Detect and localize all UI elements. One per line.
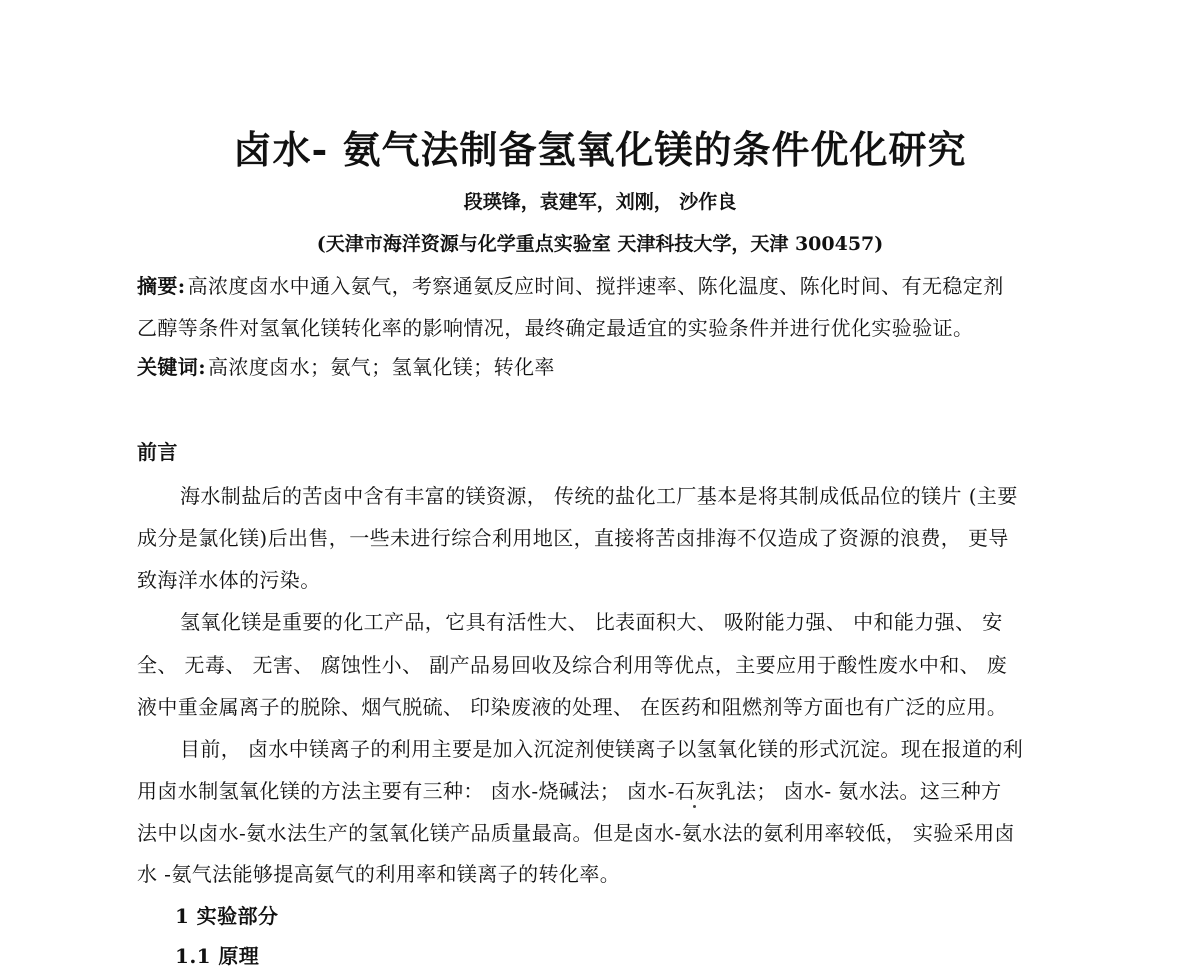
paragraph-line: 海水制盐后的苦卤中含有丰富的镁资源， 传统的盐化工厂基本是将其制成低品位的镁片 (主要 [180, 483, 1018, 508]
keywords [137, 345, 1053, 385]
keywords-label: 关键词: [137, 354, 206, 379]
paragraph-line: 致海洋水体的污染。 [137, 567, 321, 592]
paragraph-line: 用卤水制氢氧化镁的方法主要有三种： 卤水-烧碱法； 卤水-石灰乳法； 卤水- 氨水法。这三种方 [137, 778, 1002, 803]
paragraph-line: 全、 无毒、 无害、 腐蚀性小、 副产品易回收及综合利用等优点，主要应用于酸性废水中和、 废 [137, 652, 1008, 677]
paragraph-line: 水 -氨气法能够提高氨气的利用率和镁离子的转化率。 [137, 861, 621, 886]
authors: 段瑛锋，袁建军，刘刚， 沙作良 [463, 190, 737, 213]
paragraph-line: 成分是氯化镁)后出售，一些未进行综合利用地区，直接将苦卤排海不仅造成了资源的浪费， 更导 [137, 525, 1009, 550]
paragraph-line: 液中重金属离子的脱除、烟气脱硫、 印染废液的处理、 在医药和阻燃剂等方面也有广泛的应用。 [137, 694, 1008, 719]
abstract-line-2: 乙醇等条件对氢氧化镁转化率的影响情况，最终确定最适宜的实验条件并进行优化实验验证。 [137, 315, 974, 340]
section-heading-1: 1 实验部分 [175, 903, 279, 928]
affiliation: (天津市海洋资源与化学重点实验室 天津科技大学，天津 300457) [316, 232, 884, 255]
paragraph-line: 氢氧化镁是重要的化工产品，它具有活性大、 比表面积大、 吸附能力强、 中和能力强、 安 [180, 609, 1003, 634]
page-title: 卤水- 氨气法制备氢氧化镁的条件优化研究 [233, 126, 967, 172]
intro-heading: 前言 [137, 439, 178, 464]
paragraph-line: 目前， 卤水中镁离子的利用主要是加入沉淀剂使镁离子以氢氧化镁的形式沉淀。现在报道的利 [180, 736, 1024, 761]
paragraph-line: 法中以卤水-氨水法生产的氢氧化镁产品质量最高。但是卤水-氨水法的氨利用率较低， 实验采用卤 [137, 820, 1015, 845]
section-heading-1-1: 1.1 原理 [175, 943, 260, 968]
keywords-text: 高浓度卤水；氨气；氢氧化镁；转化率 [207, 354, 555, 379]
abstract-line-1 [137, 264, 1053, 304]
abstract-text: 高浓度卤水中通入氨气，考察通氨反应时间、搅拌速率、陈化温度、陈化时间、有无稳定剂 [187, 273, 1004, 298]
scan-speck [693, 805, 696, 808]
abstract-label: 摘要: [137, 273, 186, 298]
